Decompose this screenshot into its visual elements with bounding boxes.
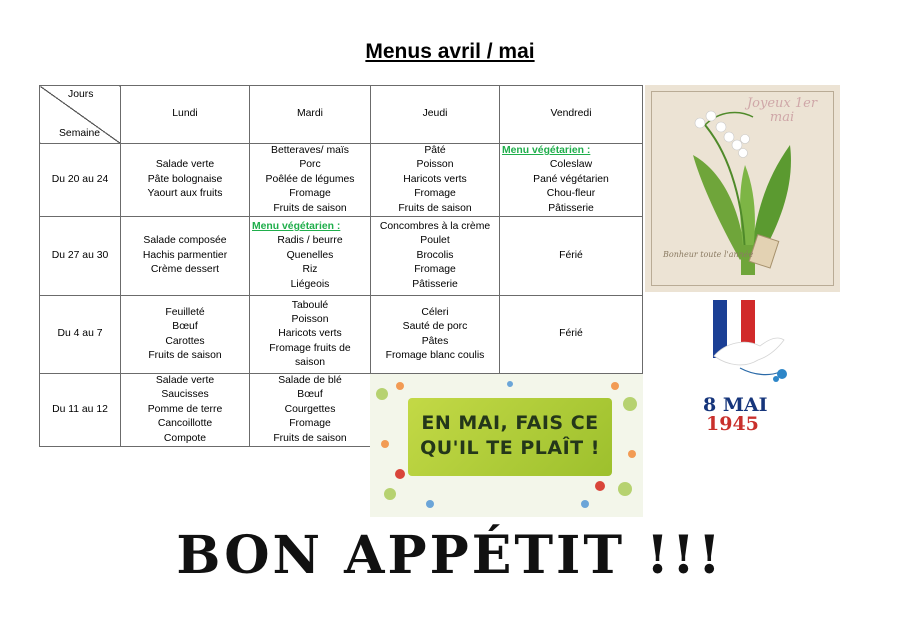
en-mai-banner (370, 374, 643, 517)
menu-dish: Pâtes (421, 335, 449, 347)
vegetarian-menu-label: Menu végétarien : (502, 145, 591, 156)
menu-dish: Férié (559, 328, 583, 340)
menu-dish: saison (294, 357, 326, 369)
menu-cell (500, 217, 643, 296)
menu-cell (121, 296, 250, 374)
table-row (40, 217, 643, 296)
bon-appetit-footer: BON APPÉTIT !!! (176, 525, 724, 586)
week-label: Du 27 au 30 (40, 217, 121, 296)
card-greeting: Joyeux 1er mai (746, 96, 818, 125)
day-header: Lundi (121, 86, 250, 144)
tricolor-dove-illustration (700, 298, 800, 398)
menu-dish: Férié (559, 249, 583, 261)
menu-dish: Bœuf (297, 389, 323, 401)
table-header-row (40, 86, 643, 144)
menu-cell (250, 217, 371, 296)
menu-dish: Riz (302, 264, 318, 276)
menu-dish: Pâte bolognaise (147, 173, 223, 185)
menu-dish: Poêlée de légumes (265, 173, 355, 185)
menu-dish: Pâté (424, 145, 446, 156)
menu-dish: Fruits de saison (398, 202, 472, 214)
menu-dish: Courgettes (284, 403, 336, 415)
menu-dish: Crème dessert (150, 264, 220, 276)
menu-cell (121, 144, 250, 217)
menu-dish: Céleri (421, 306, 449, 318)
menu-dish: Yaourt aux fruits (147, 188, 223, 200)
menu-dish: Fromage (414, 188, 456, 200)
menu-dish: Coleslaw (549, 159, 593, 171)
menu-dish: Poisson (416, 159, 454, 171)
menu-dish: Salade composée (143, 235, 227, 247)
menu-cell (371, 296, 500, 374)
menu-dish: Haricots verts (278, 328, 342, 340)
day-header: Vendredi (500, 86, 643, 144)
menu-cell (371, 217, 500, 296)
card-wish: Bonheur toute l'année (663, 250, 754, 259)
menu-dish: Hachis parmentier (142, 249, 228, 261)
menu-dish: Compote (163, 432, 207, 444)
table-row (40, 144, 643, 217)
page-title: Menus avril / mai (365, 40, 535, 63)
week-label: Du 4 au 7 (40, 296, 121, 374)
menu-cell (500, 144, 643, 217)
menu-dish: Chou-fleur (546, 188, 596, 200)
week-label: Du 11 au 12 (40, 374, 121, 447)
may-8-illustration (700, 298, 800, 438)
menu-dish: Fruits de saison (148, 349, 222, 361)
menu-cell (121, 217, 250, 296)
menu-dish: Pâtisserie (548, 202, 594, 214)
banner-text-line1: EN MAI, FAIS CE (421, 412, 599, 434)
menu-dish: Poisson (291, 313, 329, 325)
menu-dish: Haricots verts (403, 173, 467, 185)
menu-dish: Pané végétarien (533, 173, 609, 185)
may-8-date: 8 MAI (703, 394, 768, 416)
vegetarian-menu-label: Menu végétarien : (252, 221, 341, 233)
lily-of-the-valley-card (645, 85, 840, 292)
menu-cell (371, 144, 500, 217)
week-label: Du 20 au 24 (40, 144, 121, 217)
menu-dish: Carottes (165, 335, 205, 347)
menu-dish: Pomme de terre (147, 403, 223, 415)
day-header: Mardi (250, 86, 371, 144)
day-header: Jeudi (371, 86, 500, 144)
menu-dish: Poulet (420, 235, 450, 247)
menu-dish: Fruits de saison (273, 432, 347, 444)
menu-cell (121, 374, 250, 447)
menu-dish: Liégeois (290, 278, 330, 290)
corner-top-label: Jours (68, 89, 94, 100)
menu-dish: Sauté de porc (402, 321, 468, 333)
may-8-year: 1945 (706, 413, 759, 435)
menu-cell (250, 374, 371, 447)
menu-dish: Quenelles (286, 249, 334, 261)
menu-dish: Betteraves/ maïs (271, 145, 349, 156)
menu-cell (500, 296, 643, 374)
menu-dish: Saucisses (161, 389, 209, 401)
menu-dish: Taboulé (291, 299, 329, 311)
menu-dish: Fromage (289, 418, 331, 430)
menu-dish: Radis / beurre (277, 235, 343, 247)
menu-dish: Feuilleté (165, 306, 205, 318)
menu-dish: Fromage (414, 264, 456, 276)
menu-dish: Fromage (289, 188, 331, 200)
menu-dish: Pâtisserie (412, 278, 458, 290)
corner-bottom-label: Semaine (59, 127, 101, 139)
menu-dish: Cancoillotte (157, 418, 213, 430)
menu-cell (250, 144, 371, 217)
menu-dish: Salade de blé (278, 375, 342, 387)
menu-dish: Salade verte (155, 375, 215, 387)
menu-dish: Brocolis (416, 249, 454, 261)
menu-dish: Porc (299, 159, 321, 171)
menu-dish: Fromage fruits de (269, 342, 351, 354)
menu-dish: Bœuf (172, 321, 198, 333)
table-row (40, 296, 643, 374)
menu-dish: Salade verte (155, 159, 215, 171)
banner-text-line2: QU'IL TE PLAÎT ! (420, 437, 600, 459)
menu-dish: Concombres à la crème (379, 221, 491, 233)
corner-cell (40, 86, 121, 144)
menu-cell (250, 296, 371, 374)
menu-dish: Fruits de saison (273, 202, 347, 214)
menu-dish: Fromage blanc coulis (385, 349, 485, 361)
